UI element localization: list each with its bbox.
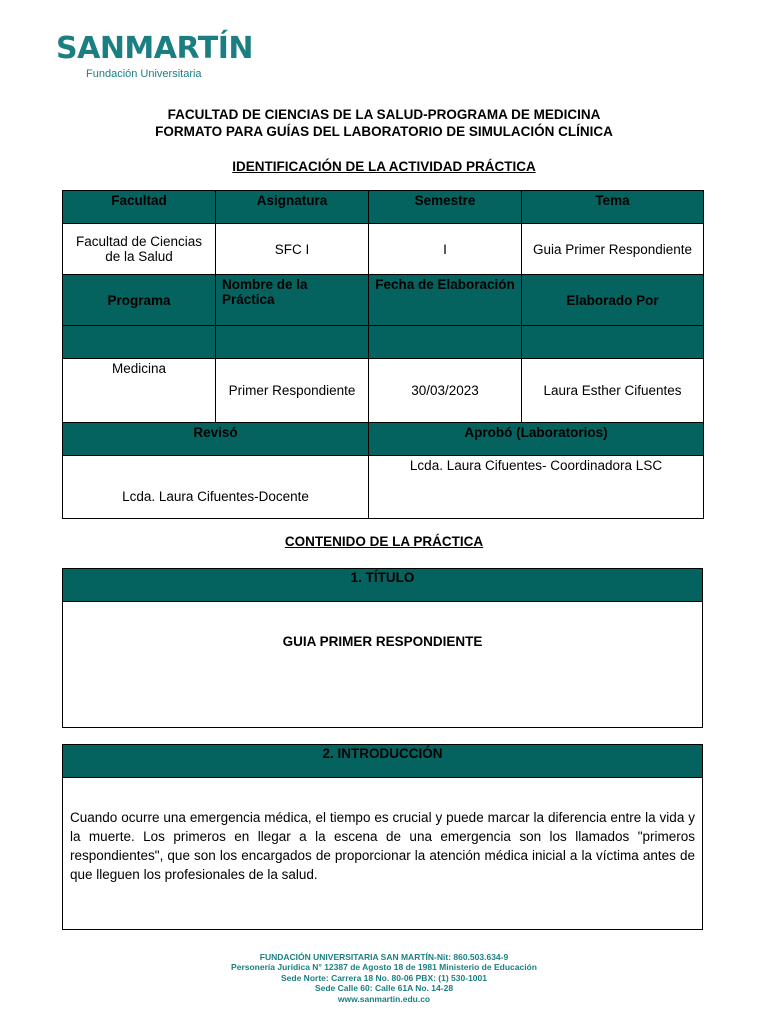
document-header-line-1: FACULTAD DE CIENCIAS DE LA SALUD-PROGRAMA DE MEDICINA xyxy=(167,107,601,122)
footer-line-2: Personería Jurídica N° 12387 de Agosto 18 de 1981 Ministerio de Educación xyxy=(231,962,537,973)
content-section-title: CONTENIDO DE LA PRÁCTICA xyxy=(284,534,484,549)
header-cell-programa: Programa xyxy=(63,275,216,326)
titulo-header: 1. TÍTULO xyxy=(63,569,702,602)
value-cell-elaborado-por: Laura Esther Cifuentes xyxy=(522,359,704,423)
introduccion-header: 2. INTRODUCCIÓN xyxy=(63,745,702,778)
logo-name: SANMARTÍN xyxy=(56,31,253,66)
header-cell-aprobo: Aprobó (Laboratorios) xyxy=(369,423,704,456)
identification-header-row-1 xyxy=(63,191,704,224)
identification-value-row-3 xyxy=(63,456,704,519)
header-cell-tema: Tema xyxy=(522,191,704,224)
spacer-cell xyxy=(63,326,216,359)
identification-header-row-3 xyxy=(63,423,704,456)
header-cell-asignatura: Asignatura xyxy=(216,191,369,224)
identification-section-title: IDENTIFICACIÓN DE LA ACTIVIDAD PRÁCTICA xyxy=(232,159,536,174)
value-cell-fecha-elaboracion: 30/03/2023 xyxy=(369,359,522,423)
header-cell-fecha-elaboracion: Fecha de Elaboración xyxy=(369,275,522,326)
footer-line-4: Sede Calle 60: Calle 61A No. 14-28 xyxy=(314,983,454,994)
value-cell-tema: Guia Primer Respondiente xyxy=(522,224,704,275)
identification-spacer-row xyxy=(63,326,704,359)
titulo-section xyxy=(62,568,703,728)
introduccion-paragraph: Cuando ocurre una emergencia médica, el tiempo es crucial y puede marcar la diferencia entre la vida y la muerte. Los primeros en llegar a la escena de una emergencia son los llamados "primeros respondientes", que son los encargados de proporcionar la atención médica inicial a la víctima antes de que lleguen los profesionales de la salud. xyxy=(70,810,695,882)
footer-website-link[interactable]: www.sanmartin.edu.co xyxy=(337,993,431,1004)
spacer-cell xyxy=(216,326,369,359)
value-cell-asignatura: SFC I xyxy=(216,224,369,275)
header-cell-facultad: Facultad xyxy=(63,191,216,224)
header-cell-reviso: Revisó xyxy=(63,423,369,456)
identification-header-row-2 xyxy=(63,275,704,326)
value-cell-nombre-practica: Primer Respondiente xyxy=(216,359,369,423)
identification-value-row-1 xyxy=(63,224,704,275)
value-cell-programa: Medicina xyxy=(63,359,216,423)
page-footer xyxy=(0,952,768,1004)
value-cell-semestre: I xyxy=(369,224,522,275)
introduccion-section xyxy=(62,744,703,930)
header-cell-nombre-practica: Nombre de la Práctica xyxy=(216,275,369,326)
document-header-line-2: FORMATO PARA GUÍAS DEL LABORATORIO DE SIMULACIÓN CLÍNICA xyxy=(155,124,613,139)
titulo-text: GUIA PRIMER RESPONDIENTE xyxy=(282,634,483,649)
institution-logo xyxy=(56,32,253,80)
value-cell-facultad: Facultad de Ciencias de la Salud xyxy=(63,224,216,275)
identification-table xyxy=(62,190,704,519)
value-cell-aprobo: Lcda. Laura Cifuentes- Coordinadora LSC xyxy=(369,456,704,519)
logo-subtitle: Fundación Universitaria xyxy=(86,68,202,80)
spacer-cell xyxy=(522,326,704,359)
header-cell-semestre: Semestre xyxy=(369,191,522,224)
spacer-cell xyxy=(369,326,522,359)
header-cell-elaborado-por: Elaborado Por xyxy=(522,275,704,326)
footer-line-1: FUNDACIÓN UNIVERSITARIA SAN MARTÍN-Nit: 860.503.634-9 xyxy=(259,952,509,962)
footer-line-3: Sede Norte: Carrera 18 No. 80-06 PBX: (1) 530-1001 xyxy=(281,972,487,983)
identification-value-row-2 xyxy=(63,359,704,423)
value-cell-reviso: Lcda. Laura Cifuentes-Docente xyxy=(63,456,369,519)
